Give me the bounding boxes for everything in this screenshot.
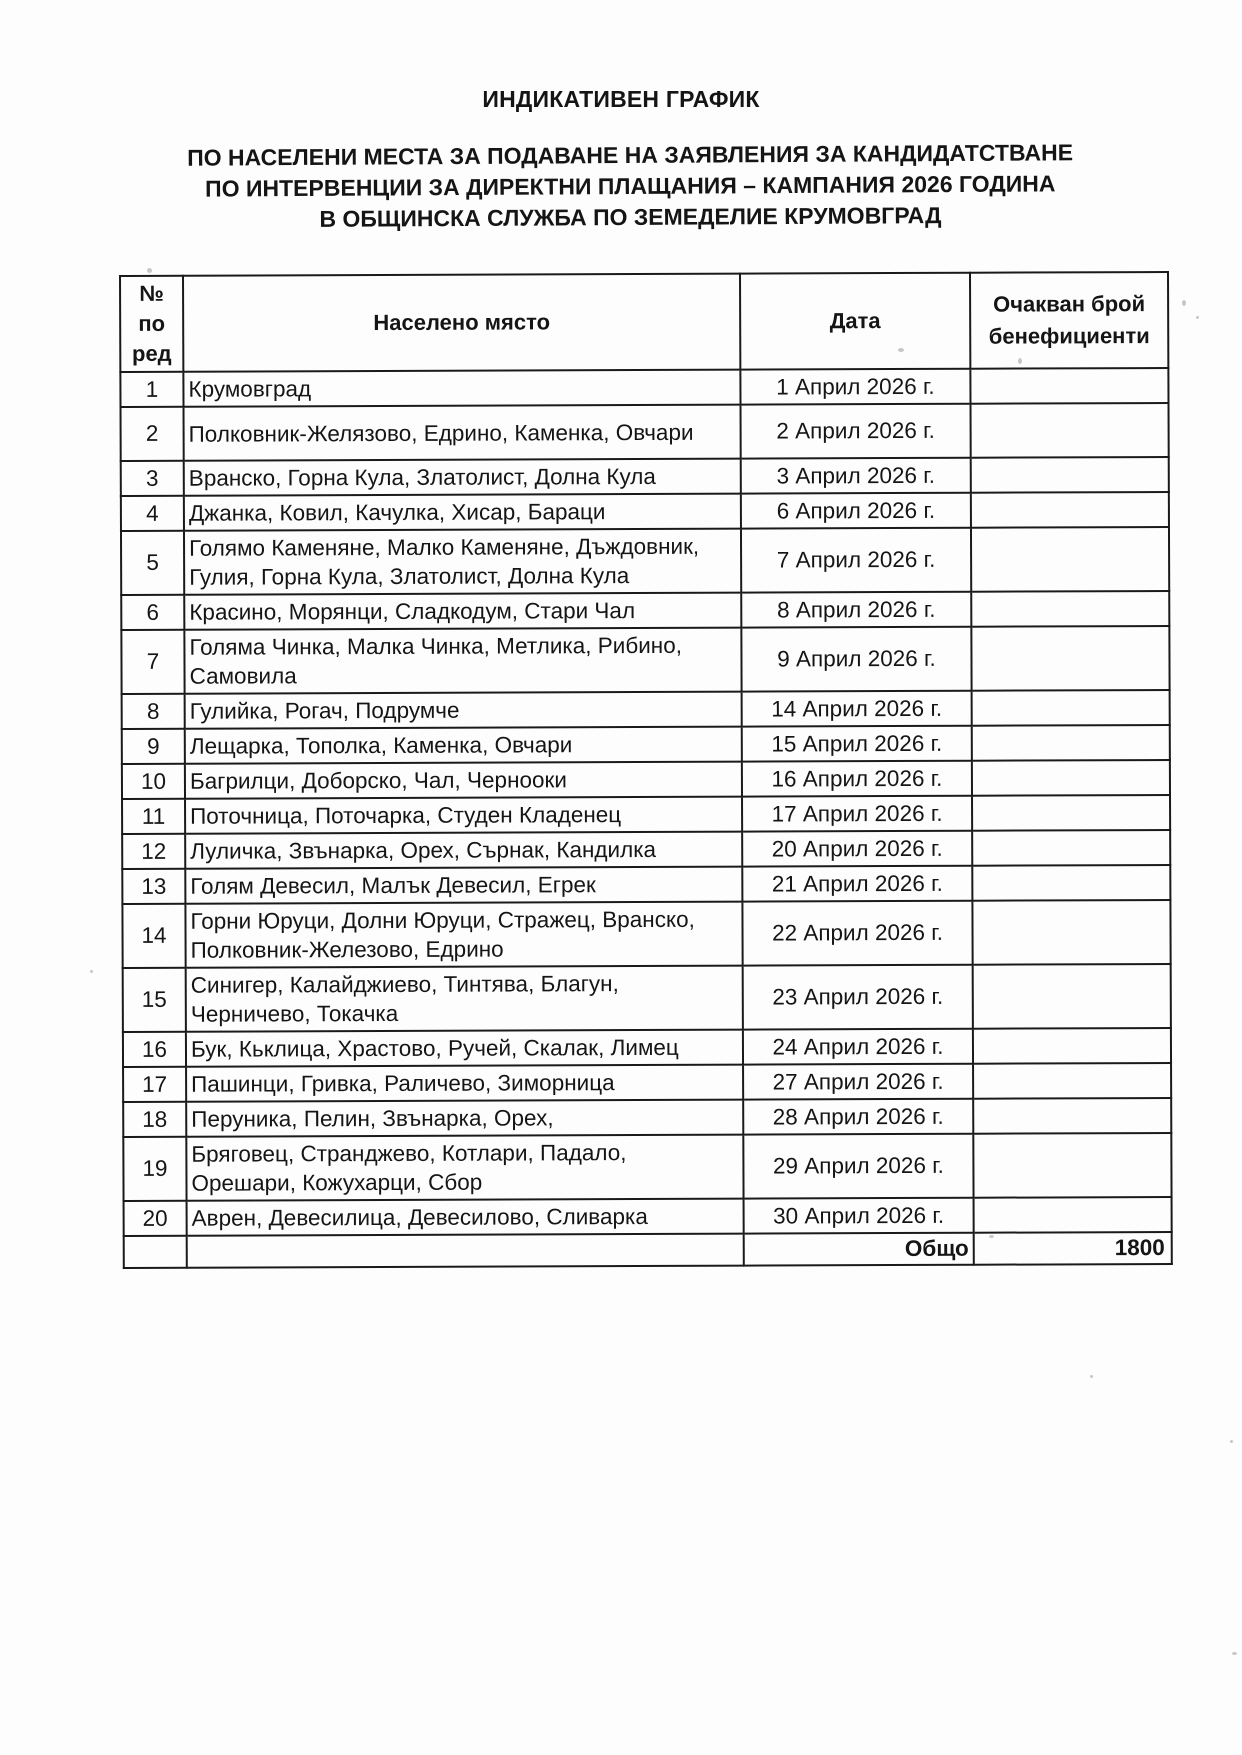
row-beneficiaries bbox=[973, 964, 1171, 1029]
row-date: 9 Април 2026 г. bbox=[741, 627, 971, 692]
table-row bbox=[122, 760, 1170, 799]
row-place-line: Луличка, Звънарка, Орех, Сърнак, Кандилка bbox=[190, 836, 657, 864]
header-beneficiaries bbox=[970, 272, 1168, 369]
header-row bbox=[120, 272, 1168, 372]
row-place-line: Голямо Каменяне, Малко Каменяне, Дъждовник, bbox=[189, 533, 700, 561]
row-place-line: Полковник-Желязово, Едрино, Каменка, Овчари bbox=[188, 419, 694, 447]
row-date: 27 Април 2026 г. bbox=[743, 1064, 973, 1100]
row-place-line: Вранско, Горна Кула, Златолист, Долна Кула bbox=[188, 463, 656, 491]
row-number: 4 bbox=[121, 496, 184, 531]
row-place-line: Поточница, Поточарка, Студен Кладенец bbox=[190, 802, 622, 829]
row-date: 16 Април 2026 г. bbox=[742, 761, 972, 797]
total-empty-cell bbox=[124, 1236, 187, 1268]
scan-speck bbox=[1230, 1440, 1233, 1443]
row-place bbox=[185, 727, 742, 764]
row-date: 7 Април 2026 г. bbox=[741, 528, 971, 593]
row-beneficiaries bbox=[972, 725, 1170, 761]
row-beneficiaries bbox=[972, 760, 1170, 796]
row-place bbox=[184, 628, 741, 694]
scan-speck bbox=[1018, 358, 1022, 364]
row-place-line: Голям Девесил, Малък Девесил, Егрек bbox=[190, 872, 596, 899]
row-beneficiaries bbox=[973, 1063, 1171, 1099]
table-row bbox=[121, 492, 1169, 531]
table-row bbox=[123, 1098, 1171, 1137]
total-label: Общо bbox=[744, 1233, 974, 1266]
row-beneficiaries bbox=[973, 1098, 1171, 1134]
header-beneficiaries-line: бенефициенти bbox=[988, 323, 1150, 349]
row-date: 2 Април 2026 г. bbox=[741, 404, 971, 459]
row-place-line: Орешари, Кожухарци, Сбор bbox=[191, 1169, 483, 1196]
row-beneficiaries bbox=[972, 865, 1170, 901]
row-date: 6 Април 2026 г. bbox=[741, 493, 971, 529]
row-beneficiaries bbox=[972, 900, 1170, 965]
schedule-table-footer bbox=[124, 1232, 1172, 1268]
schedule-table-header bbox=[120, 272, 1168, 372]
table-row bbox=[121, 527, 1169, 595]
row-date: 30 Април 2026 г. bbox=[744, 1198, 974, 1234]
row-date: 8 Април 2026 г. bbox=[741, 592, 971, 628]
header-number bbox=[120, 276, 183, 372]
row-place bbox=[185, 692, 742, 729]
schedule-table-body bbox=[120, 368, 1171, 1236]
row-place-line: Лещарка, Тополка, Каменка, Овчари bbox=[189, 732, 573, 759]
row-number: 6 bbox=[121, 595, 184, 630]
total-row bbox=[124, 1232, 1172, 1268]
row-number: 14 bbox=[122, 904, 185, 968]
row-place-line: Гулия, Горна Кула, Златолист, Долна Кула bbox=[189, 563, 630, 590]
row-date: 28 Април 2026 г. bbox=[743, 1099, 973, 1135]
row-place-line: Синигер, Калайджиево, Тинтява, Благун, bbox=[190, 971, 619, 998]
row-number: 18 bbox=[123, 1102, 186, 1137]
row-place bbox=[184, 529, 741, 595]
row-place bbox=[184, 459, 741, 496]
table-row bbox=[124, 1197, 1172, 1236]
row-number: 15 bbox=[123, 968, 186, 1032]
row-beneficiaries bbox=[974, 1197, 1172, 1233]
row-number: 13 bbox=[122, 869, 185, 904]
row-place bbox=[186, 966, 743, 1032]
row-place-line: Черничево, Токачка bbox=[190, 1000, 399, 1027]
row-place-line: Крумовград bbox=[188, 376, 312, 402]
row-date: 29 Април 2026 г. bbox=[743, 1134, 973, 1199]
header-number-line: по bbox=[138, 310, 166, 336]
header-number-line: ред bbox=[131, 340, 172, 366]
table-row bbox=[122, 725, 1170, 764]
subtitle-line: ПО НАСЕЛЕНИ МЕСТА ЗА ПОДАВАНЕ НА ЗАЯВЛЕНИЯ ЗА КАНДИДАТСТВАНЕ bbox=[187, 139, 1074, 171]
row-beneficiaries bbox=[971, 591, 1169, 627]
table-row bbox=[121, 403, 1169, 461]
row-date: 23 Април 2026 г. bbox=[743, 965, 973, 1030]
row-place-line: Бук, Кьклица, Храстово, Ручей, Скалак, Лимец bbox=[190, 1034, 679, 1062]
row-date: 1 Април 2026 г. bbox=[740, 369, 970, 405]
table-row bbox=[123, 964, 1171, 1032]
row-date: 17 Април 2026 г. bbox=[742, 796, 972, 832]
row-place bbox=[184, 405, 741, 461]
table-row bbox=[123, 1133, 1171, 1201]
scan-speck bbox=[989, 1235, 994, 1238]
scan-speck bbox=[1090, 1375, 1093, 1378]
header-number-line: № bbox=[139, 280, 164, 306]
header-place: Населено място bbox=[183, 274, 740, 372]
row-number: 19 bbox=[123, 1137, 186, 1201]
row-place-line: Перуника, Пелин, Звънарка, Орех, bbox=[191, 1105, 554, 1132]
subtitle-line: ПО ИНТЕРВЕНЦИИ ЗА ДИРЕКТНИ ПЛАЩАНИЯ – КАМПАНИЯ 2026 ГОДИНА bbox=[205, 170, 1056, 202]
table-row bbox=[122, 795, 1170, 834]
table-row bbox=[122, 690, 1170, 729]
row-beneficiaries bbox=[972, 795, 1170, 831]
row-beneficiaries bbox=[970, 368, 1168, 404]
row-number: 7 bbox=[121, 630, 184, 694]
row-place-line: Аврен, Девесилица, Девесилово, Сливарка bbox=[191, 1203, 648, 1231]
table-row bbox=[122, 865, 1170, 904]
row-place-line: Бряговец, Странджево, Котлари, Падало, bbox=[191, 1140, 627, 1167]
row-date: 24 Април 2026 г. bbox=[743, 1029, 973, 1065]
total-value: 1800 bbox=[974, 1232, 1172, 1265]
row-number: 11 bbox=[122, 799, 185, 834]
row-number: 10 bbox=[122, 764, 185, 799]
table-row bbox=[120, 368, 1168, 407]
row-place bbox=[184, 494, 741, 531]
subtitle-line: В ОБЩИНСКА СЛУЖБА ПО ЗЕМЕДЕЛИЕ КРУМОВГРАД bbox=[319, 202, 942, 232]
row-beneficiaries bbox=[971, 457, 1169, 493]
row-place bbox=[185, 867, 742, 904]
row-date: 20 Април 2026 г. bbox=[742, 831, 972, 867]
row-number: 3 bbox=[121, 461, 184, 496]
row-place-line: Красино, Морянци, Сладкодум, Стари Чал bbox=[189, 598, 636, 625]
row-beneficiaries bbox=[973, 1028, 1171, 1064]
row-date: 21 Април 2026 г. bbox=[742, 866, 972, 902]
scan-speck bbox=[147, 268, 152, 273]
table-row bbox=[121, 457, 1169, 496]
row-number: 16 bbox=[123, 1032, 186, 1067]
row-number: 12 bbox=[122, 834, 185, 869]
row-beneficiaries bbox=[972, 830, 1170, 866]
header-date: Дата bbox=[740, 273, 970, 370]
row-place-line: Гулийка, Рогач, Подрумче bbox=[189, 697, 460, 724]
row-place bbox=[186, 1065, 743, 1102]
scan-speck bbox=[1232, 1652, 1237, 1655]
row-beneficiaries bbox=[972, 690, 1170, 726]
scan-speck bbox=[898, 348, 904, 352]
row-beneficiaries bbox=[973, 1133, 1171, 1198]
row-place-line: Пашинци, Гривка, Раличево, Зиморница bbox=[191, 1070, 615, 1097]
row-place-line: Голяма Чинка, Малка Чинка, Метлика, Рибино, bbox=[189, 632, 683, 660]
table-row bbox=[123, 1028, 1171, 1067]
table-row bbox=[122, 900, 1170, 968]
row-number: 8 bbox=[122, 694, 185, 729]
row-beneficiaries bbox=[971, 403, 1169, 458]
row-place bbox=[183, 370, 740, 407]
row-beneficiaries bbox=[971, 492, 1169, 528]
row-number: 5 bbox=[121, 531, 184, 595]
row-place-line: Горни Юруци, Долни Юруци, Стражец, Вранско, bbox=[190, 906, 695, 934]
table-row bbox=[122, 830, 1170, 869]
table-row bbox=[123, 1063, 1171, 1102]
row-place-line: Джанка, Ковил, Качулка, Хисар, Бараци bbox=[188, 499, 606, 526]
document-title: ИНДИКАТИВЕН ГРАФИК bbox=[482, 86, 760, 112]
row-date: 15 Април 2026 г. bbox=[742, 726, 972, 762]
row-place-line: Багрилци, Доборско, Чал, Чернооки bbox=[189, 767, 567, 794]
row-date: 14 Април 2026 г. bbox=[742, 691, 972, 727]
row-number: 2 bbox=[121, 407, 184, 461]
row-beneficiaries bbox=[971, 527, 1169, 592]
row-place bbox=[186, 1030, 743, 1067]
row-place bbox=[185, 902, 742, 968]
document-subtitle bbox=[160, 137, 1101, 236]
row-place bbox=[186, 1100, 743, 1137]
scan-speck bbox=[90, 970, 93, 973]
row-beneficiaries bbox=[971, 626, 1169, 691]
total-empty-cell bbox=[187, 1234, 744, 1268]
row-place-line: Полковник-Железово, Едрино bbox=[190, 936, 504, 963]
row-place bbox=[184, 593, 741, 630]
row-place bbox=[185, 832, 742, 869]
row-date: 3 Април 2026 г. bbox=[741, 458, 971, 494]
row-number: 20 bbox=[124, 1201, 187, 1236]
row-place bbox=[185, 797, 742, 834]
row-place-line: Самовила bbox=[189, 663, 297, 689]
row-number: 1 bbox=[120, 372, 183, 407]
row-date: 22 Април 2026 г. bbox=[742, 901, 972, 966]
row-place bbox=[186, 1135, 743, 1201]
row-place bbox=[187, 1199, 744, 1236]
scan-speck bbox=[1182, 300, 1186, 306]
row-number: 17 bbox=[123, 1067, 186, 1102]
schedule-table bbox=[119, 271, 1173, 1269]
table-row bbox=[121, 626, 1169, 694]
table-row bbox=[121, 591, 1169, 630]
header-beneficiaries-line: Очакван брой bbox=[993, 291, 1146, 317]
row-place bbox=[185, 762, 742, 799]
scan-speck bbox=[1196, 316, 1199, 319]
row-number: 9 bbox=[122, 729, 185, 764]
